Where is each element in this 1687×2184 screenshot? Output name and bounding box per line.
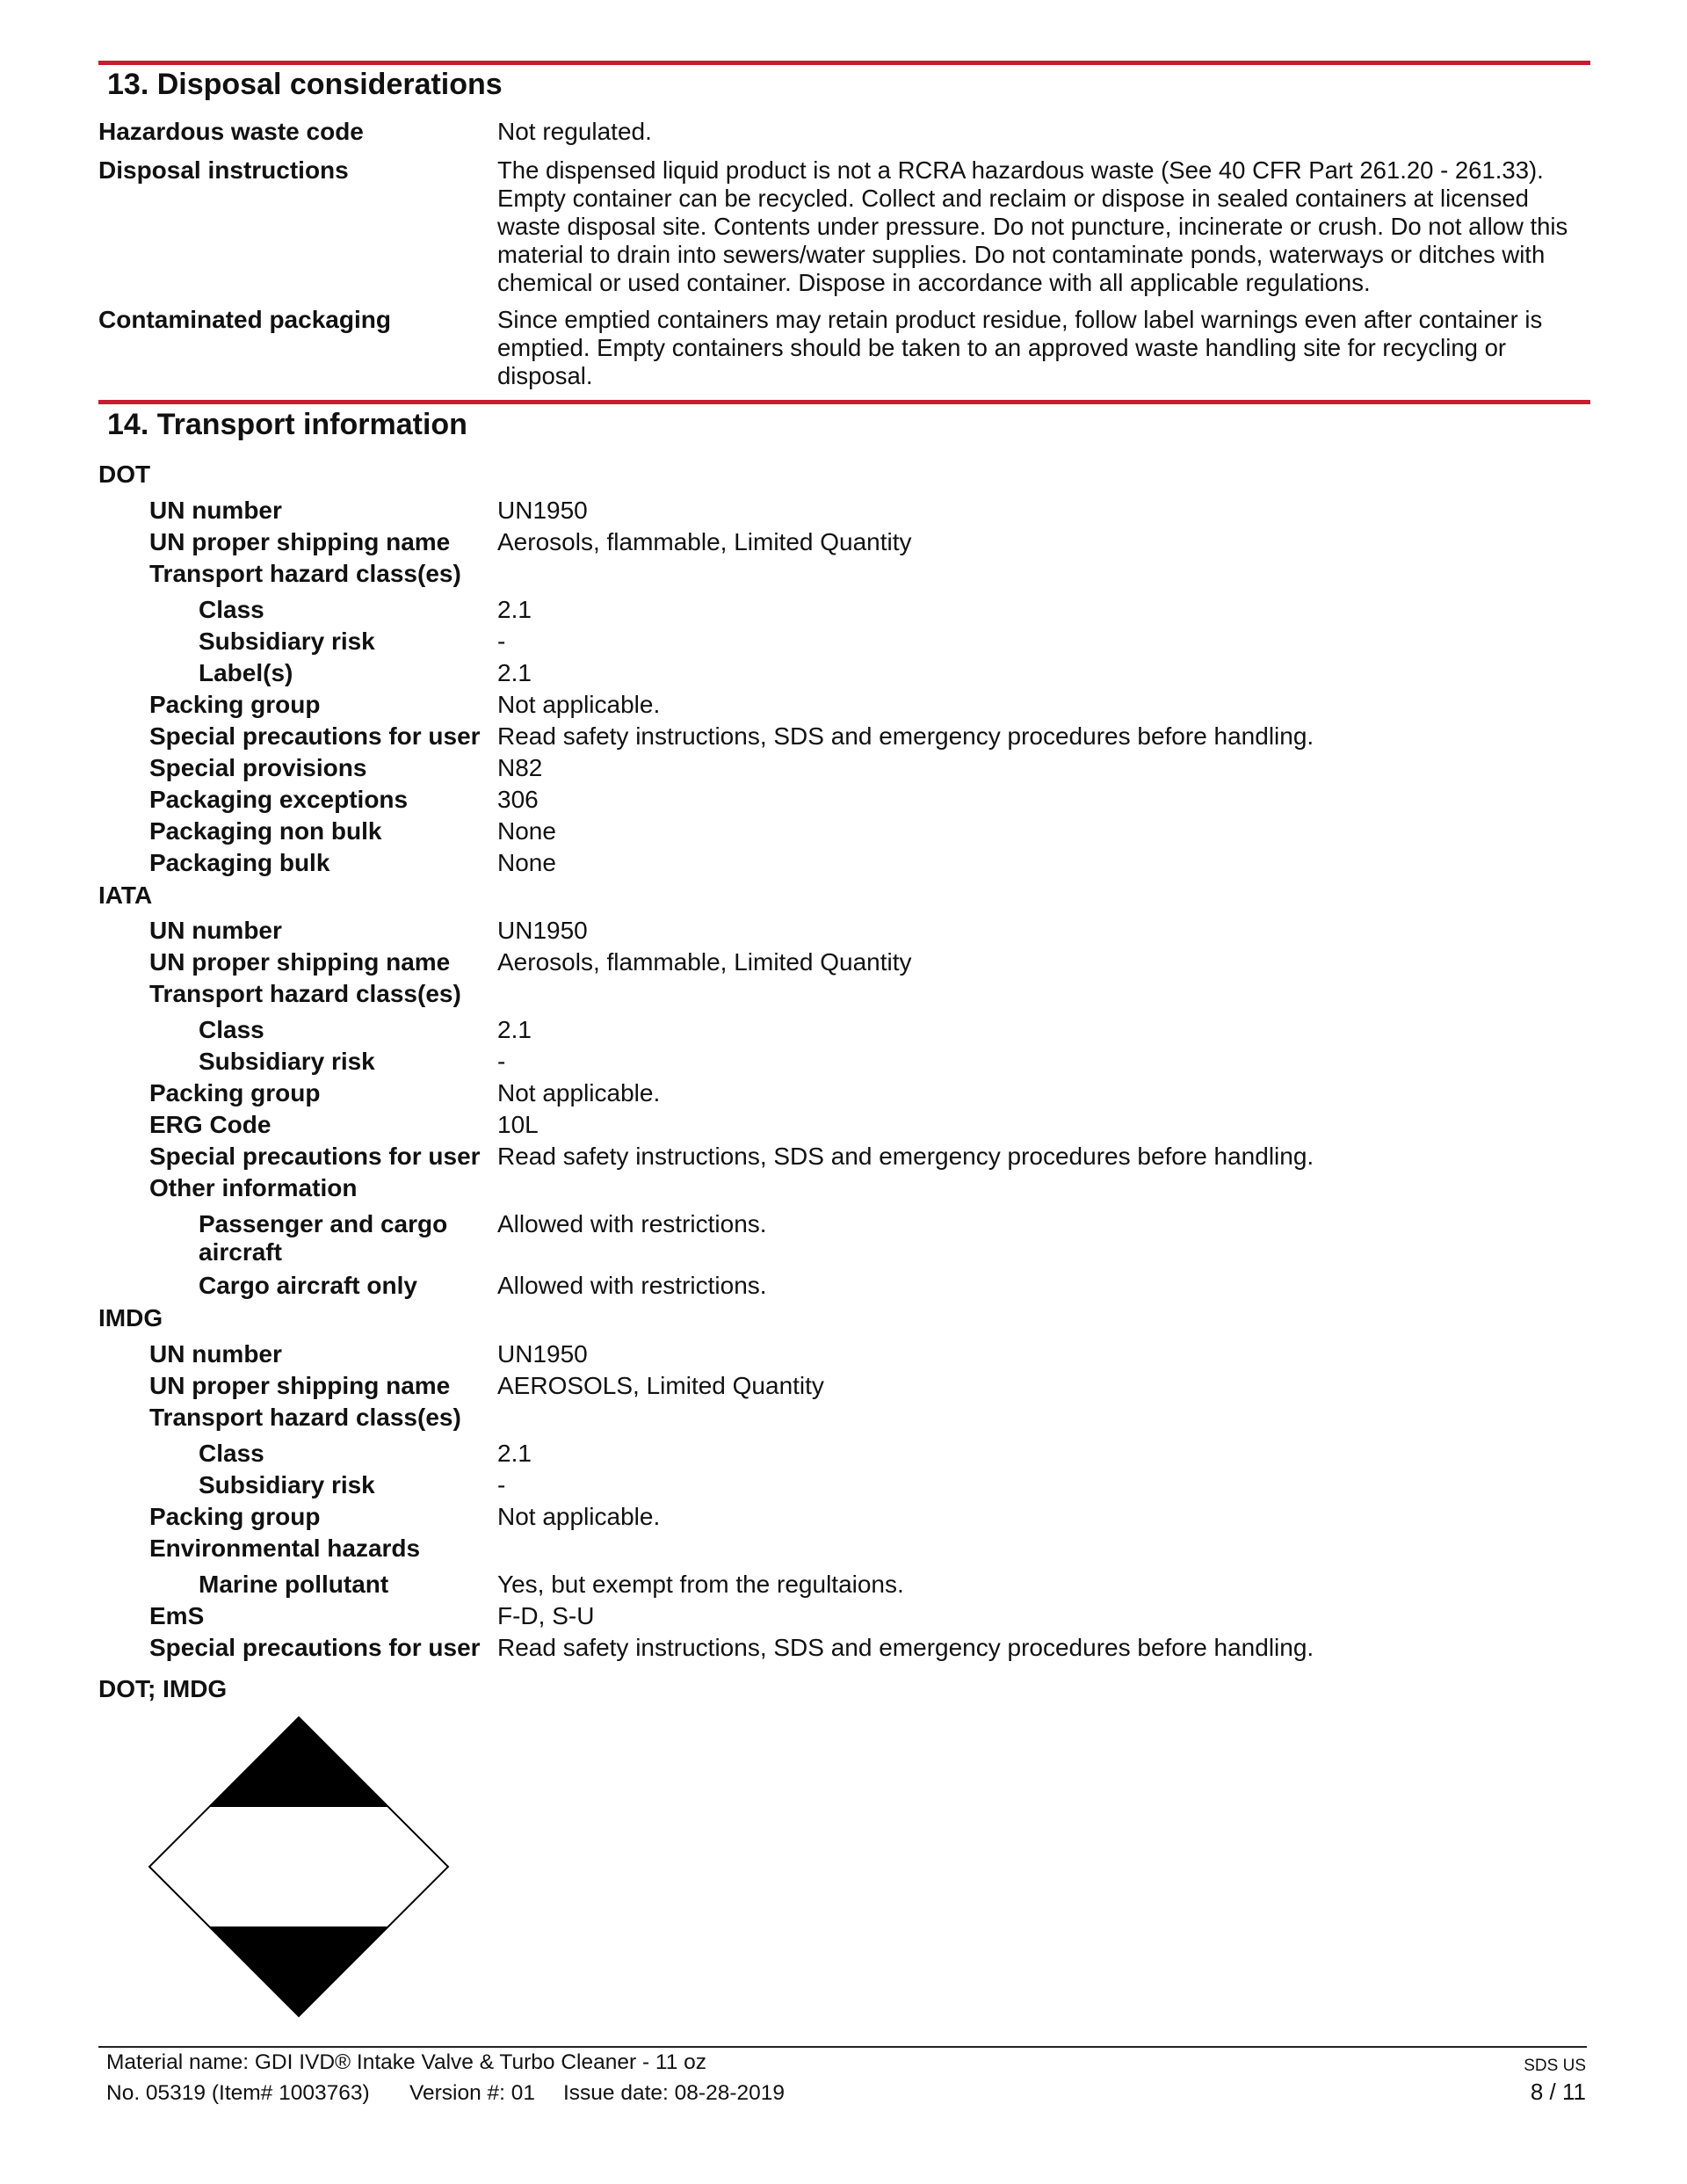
hazardous-waste-code-label: Hazardous waste code — [98, 118, 364, 145]
contaminated-packaging-value: Since emptied containers may retain product residue, follow label warnings even after container is emptied. Empty containers should be taken to an approved waste handling site for recycling or disposal. — [497, 306, 1543, 389]
imdg-heading: IMDG — [98, 1304, 163, 1331]
iata-un-number-label: UN number — [149, 917, 282, 944]
iata-subsidiary-risk-value: - — [497, 1048, 506, 1075]
iata-passenger-cargo-label-1: Passenger and cargo — [199, 1210, 448, 1237]
iata-hazard-class-heading: Transport hazard class(es) — [149, 980, 461, 1007]
dot-packaging-bulk-value: None — [497, 849, 556, 876]
iata-erg-code-label: ERG Code — [149, 1111, 272, 1138]
iata-packing-group-value: Not applicable. — [497, 1079, 661, 1107]
imdg-shipping-name-label: UN proper shipping name — [149, 1372, 451, 1399]
dot-un-number-value: UN1950 — [497, 497, 588, 524]
iata-passenger-cargo-value: Allowed with restrictions. — [497, 1210, 767, 1237]
dot-subsidiary-risk-label: Subsidiary risk — [199, 628, 375, 655]
iata-cargo-only-value: Allowed with restrictions. — [497, 1272, 767, 1299]
iata-un-number-value: UN1950 — [497, 917, 588, 944]
imdg-env-hazards-heading: Environmental hazards — [149, 1535, 421, 1562]
iata-special-precautions-value: Read safety instructions, SDS and emergency procedures before handling. — [497, 1143, 1314, 1170]
section-14-rule — [98, 400, 1590, 404]
dot-packaging-bulk-label: Packaging bulk — [149, 849, 330, 876]
imdg-ems-value: F-D, S-U — [497, 1602, 595, 1629]
imdg-special-precautions-label: Special precautions for user — [149, 1634, 481, 1661]
dot-shipping-name-value: Aerosols, flammable, Limited Quantity — [497, 528, 912, 555]
footer-issue-date: Issue date: 08-28-2019 — [563, 2081, 785, 2105]
imdg-subsidiary-risk-label: Subsidiary risk — [199, 1471, 375, 1498]
section-14-title: 14. Transport information — [107, 408, 467, 441]
footer-page-number: 8 / 11 — [1530, 2079, 1586, 2105]
dot-packaging-exceptions-label: Packaging exceptions — [149, 786, 409, 813]
dot-special-precautions-label: Special precautions for user — [149, 722, 481, 750]
imdg-packing-group-label: Packing group — [149, 1503, 321, 1530]
dot-hazard-class-heading: Transport hazard class(es) — [149, 560, 461, 587]
dot-class-value: 2.1 — [497, 596, 532, 623]
dot-packing-group-label: Packing group — [149, 691, 321, 718]
section-13-title: 13. Disposal considerations — [107, 68, 503, 101]
iata-class-label: Class — [199, 1016, 264, 1043]
iata-class-value: 2.1 — [497, 1016, 532, 1043]
iata-shipping-name-label: UN proper shipping name — [149, 948, 451, 976]
iata-heading: IATA — [98, 882, 153, 909]
footer-material-name: Material name: GDI IVD® Intake Valve & Turbo Cleaner - 11 oz — [106, 2050, 707, 2074]
imdg-class-label: Class — [199, 1440, 264, 1467]
imdg-ems-label: EmS — [149, 1602, 205, 1629]
contaminated-packaging-label: Contaminated packaging — [98, 306, 391, 333]
dot-labels-label: Label(s) — [199, 659, 293, 686]
dot-un-number-label: UN number — [149, 497, 282, 524]
imdg-un-number-value: UN1950 — [497, 1340, 588, 1368]
imdg-subsidiary-risk-value: - — [497, 1471, 506, 1498]
imdg-hazard-class-heading: Transport hazard class(es) — [149, 1404, 461, 1431]
footer-version: Version #: 01 — [409, 2081, 536, 2105]
dot-packing-group-value: Not applicable. — [497, 691, 661, 718]
imdg-shipping-name-value: AEROSOLS, Limited Quantity — [497, 1372, 824, 1399]
dot-special-precautions-value: Read safety instructions, SDS and emergency procedures before handling. — [497, 722, 1314, 750]
hazardous-waste-code-value: Not regulated. — [497, 118, 652, 145]
footer-rule — [98, 2046, 1587, 2048]
dot-packaging-non-bulk-value: None — [497, 817, 556, 845]
iata-other-info-heading: Other information — [149, 1174, 358, 1201]
dot-special-provisions-value: N82 — [497, 754, 543, 781]
section-13-rule — [98, 61, 1590, 65]
dot-packaging-non-bulk-label: Packaging non bulk — [149, 817, 382, 845]
dot-labels-value: 2.1 — [497, 659, 532, 686]
imdg-marine-pollutant-value: Yes, but exempt from the regultaions. — [497, 1571, 904, 1598]
iata-shipping-name-value: Aerosols, flammable, Limited Quantity — [497, 948, 912, 976]
footer-doc-number: No. 05319 (Item# 1003763) — [106, 2081, 370, 2105]
imdg-marine-pollutant-label: Marine pollutant — [199, 1571, 389, 1598]
iata-packing-group-label: Packing group — [149, 1079, 321, 1107]
dot-packaging-exceptions-value: 306 — [497, 786, 539, 813]
limited-quantity-mark-icon — [148, 1716, 450, 2018]
dot-class-label: Class — [199, 596, 264, 623]
iata-subsidiary-risk-label: Subsidiary risk — [199, 1048, 375, 1075]
imdg-class-value: 2.1 — [497, 1440, 532, 1467]
disposal-instructions-value: The dispensed liquid product is not a RCRA hazardous waste (See 40 CFR Part 261.20 - 261.33). Empty container can be recycled. Collect and reclaim or dispose in sealed containers at licensed waste disposal site. Contents under pressure. Do not puncture, incinerate or crush. Do not allow this material to drain into sewers/water supplies. Do not contaminate ponds, waterways or ditches with chemical or used container. Dispose in accordance with all applicable regulations. — [497, 156, 1568, 296]
iata-cargo-only-label: Cargo aircraft only — [199, 1272, 417, 1299]
dot-imdg-heading: DOT; IMDG — [98, 1675, 228, 1702]
footer-sds-label: SDS US — [1524, 2057, 1586, 2075]
iata-erg-code-value: 10L — [497, 1111, 539, 1138]
imdg-special-precautions-value: Read safety instructions, SDS and emergency procedures before handling. — [497, 1634, 1314, 1661]
dot-heading: DOT — [98, 461, 151, 488]
dot-shipping-name-label: UN proper shipping name — [149, 528, 451, 555]
disposal-instructions-label: Disposal instructions — [98, 156, 349, 184]
iata-special-precautions-label: Special precautions for user — [149, 1143, 481, 1170]
dot-special-provisions-label: Special provisions — [149, 754, 367, 781]
imdg-packing-group-value: Not applicable. — [497, 1503, 661, 1530]
imdg-un-number-label: UN number — [149, 1340, 282, 1368]
dot-subsidiary-risk-value: - — [497, 628, 506, 655]
iata-passenger-cargo-label-2: aircraft — [199, 1238, 282, 1266]
